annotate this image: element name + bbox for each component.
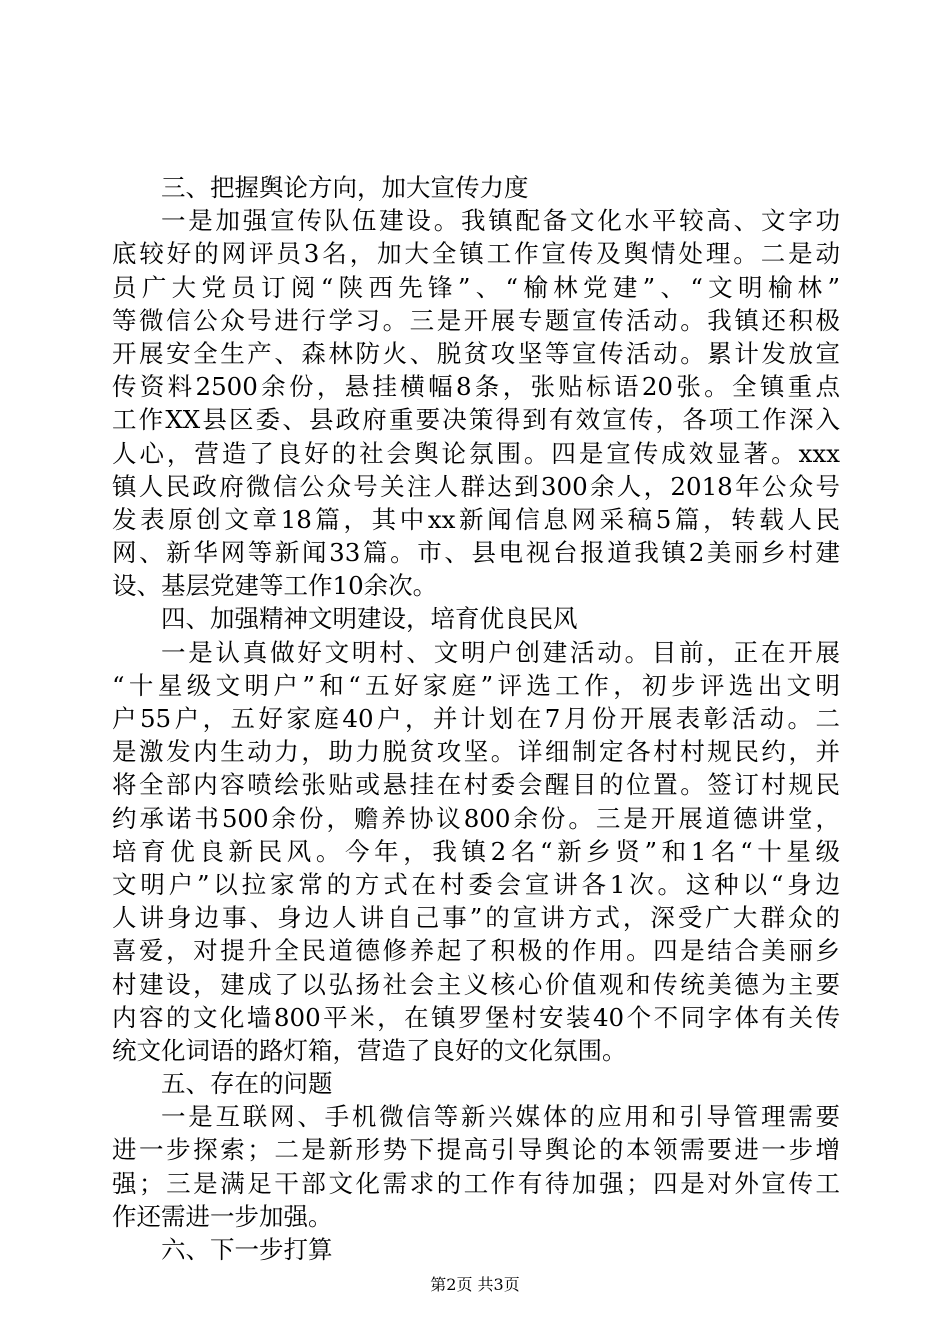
paragraph-line: 内容的文化墙800平米，在镇罗堡村安装40个不同字体有关传 xyxy=(112,1002,840,1032)
paragraph-line: 人心，营造了良好的社会舆论氛围。四是宣传成效显著。xxx xyxy=(112,438,840,468)
paragraph-line: 员广大党员订阅“陕西先锋”、“榆林党建”、“文明榆林” xyxy=(112,272,840,302)
paragraph-line: 传资料2500余份，悬挂横幅8条，张贴标语20张。全镇重点 xyxy=(112,372,840,402)
paragraph-line: 喜爱，对提升全民道德修养起了积极的作用。四是结合美丽乡 xyxy=(112,936,840,966)
paragraph-line: 一是认真做好文明村、文明户创建活动。目前，正在开展 xyxy=(161,637,840,667)
paragraph-line: 进一步探索；二是新形势下提高引导舆论的本领需要进一步增 xyxy=(112,1135,840,1165)
paragraph-line: 文明户”以拉家常的方式在村委会宣讲各1次。这种以“身边 xyxy=(112,869,840,899)
paragraph-line: 设、基层党建等工作10余次。 xyxy=(112,571,438,601)
paragraph-line: 户55户，五好家庭40户，并计划在7月份开展表彰活动。二 xyxy=(112,704,840,733)
paragraph-line: “十星级文明户”和“五好家庭”评选工作，初步评选出文明 xyxy=(112,670,840,700)
paragraph-line: 开展安全生产、森林防火、脱贫攻坚等宣传活动。累计发放宣 xyxy=(112,338,840,368)
paragraph-line: 强；三是满足干部文化需求的工作有待加强；四是对外宣传工 xyxy=(112,1168,840,1198)
paragraph-line: 培育优良新民风。今年，我镇2名“新乡贤”和1名“十星级 xyxy=(112,836,840,866)
paragraph-line: 将全部内容喷绘张贴或悬挂在村委会醒目的位置。签订村规民 xyxy=(112,770,840,800)
document-body xyxy=(112,171,840,1266)
section-heading: 五、存在的问题 xyxy=(161,1069,333,1099)
paragraph-line: 镇人民政府微信公众号关注人群达到300余人，2018年公众号 xyxy=(112,471,840,501)
paragraph-line: 工作XX县区委、县政府重要决策得到有效宣传，各项工作深入 xyxy=(112,405,840,435)
page-footer: 第2页 共3页 xyxy=(430,1275,520,1294)
paragraph-line: 等微信公众号进行学习。三是开展专题宣传活动。我镇还积极 xyxy=(112,305,840,335)
paragraph-line: 作还需进一步加强。 xyxy=(112,1201,333,1231)
paragraph-line: 网、新华网等新闻33篇。市、县电视台报道我镇2美丽乡村建 xyxy=(112,538,840,568)
paragraph-line: 底较好的网评员3名，加大全镇工作宣传及舆情处理。二是动 xyxy=(112,239,840,269)
paragraph-line: 发表原创文章18篇，其中xx新闻信息网采稿5篇，转载人民 xyxy=(112,504,840,534)
section-heading: 四、加强精神文明建设，培育优良民风 xyxy=(161,604,578,634)
paragraph-line: 统文化词语的路灯箱，营造了良好的文化氛围。 xyxy=(112,1035,627,1065)
section-heading: 六、下一步打算 xyxy=(161,1235,333,1264)
paragraph-line: 一是互联网、手机微信等新兴媒体的应用和引导管理需要 xyxy=(161,1102,840,1132)
paragraph-line: 是激发内生动力，助力脱贫攻坚。详细制定各村村规民约，并 xyxy=(112,737,840,767)
section-heading: 三、把握舆论方向，加大宣传力度 xyxy=(161,173,529,202)
paragraph-line: 一是加强宣传队伍建设。我镇配备文化水平较高、文字功 xyxy=(161,206,840,236)
paragraph-line: 人讲身边事、身边人讲自己事”的宣讲方式，深受广大群众的 xyxy=(112,903,840,933)
paragraph-line: 村建设，建成了以弘扬社会主义核心价值观和传统美德为主要 xyxy=(112,969,840,999)
paragraph-line: 约承诺书500余份，赡养协议800余份。三是开展道德讲堂， xyxy=(112,803,840,833)
